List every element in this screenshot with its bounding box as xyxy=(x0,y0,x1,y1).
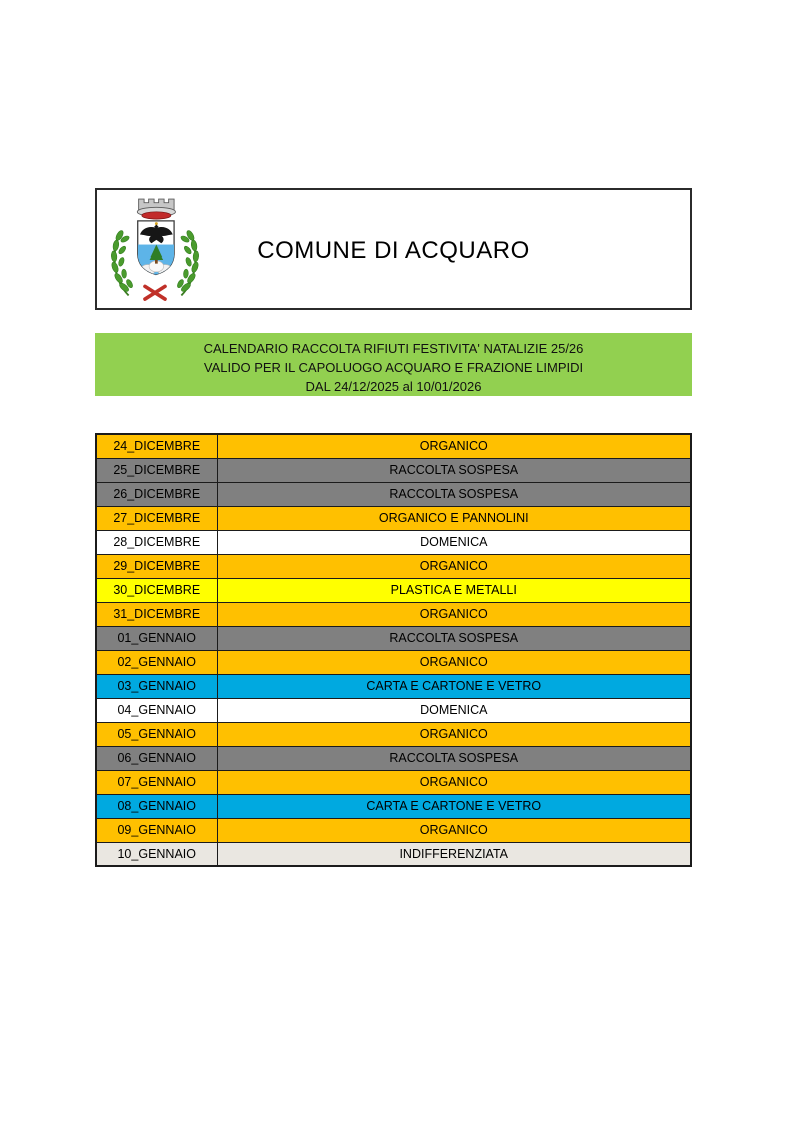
service-cell: INDIFFERENZIATA xyxy=(217,842,691,866)
date-cell: 02_GENNAIO xyxy=(96,650,217,674)
service-cell: DOMENICA xyxy=(217,530,691,554)
service-cell: ORGANICO E PANNOLINI xyxy=(217,506,691,530)
service-cell: RACCOLTA SOSPESA xyxy=(217,458,691,482)
table-row xyxy=(96,626,691,650)
table-row xyxy=(96,434,691,458)
service-cell: ORGANICO xyxy=(217,602,691,626)
calendar-banner xyxy=(95,333,692,396)
date-cell: 27_DICEMBRE xyxy=(96,506,217,530)
table-row xyxy=(96,578,691,602)
service-cell: ORGANICO xyxy=(217,650,691,674)
service-cell: RACCOLTA SOSPESA xyxy=(217,746,691,770)
service-cell: PLASTICA E METALLI xyxy=(217,578,691,602)
date-cell: 24_DICEMBRE xyxy=(96,434,217,458)
table-row xyxy=(96,674,691,698)
date-cell: 30_DICEMBRE xyxy=(96,578,217,602)
table-row xyxy=(96,722,691,746)
banner-line-validity: VALIDO PER IL CAPOLUOGO ACQUARO E FRAZIONE LIMPIDI xyxy=(203,360,584,375)
service-cell: ORGANICO xyxy=(217,770,691,794)
table-row xyxy=(96,650,691,674)
date-cell: 06_GENNAIO xyxy=(96,746,217,770)
date-cell: 07_GENNAIO xyxy=(96,770,217,794)
table-row xyxy=(96,554,691,578)
service-cell: CARTA E CARTONE E VETRO xyxy=(217,794,691,818)
date-cell: 03_GENNAIO xyxy=(96,674,217,698)
table-row xyxy=(96,818,691,842)
service-cell: RACCOLTA SOSPESA xyxy=(217,482,691,506)
service-cell: ORGANICO xyxy=(217,554,691,578)
date-cell: 09_GENNAIO xyxy=(96,818,217,842)
date-cell: 28_DICEMBRE xyxy=(96,530,217,554)
page-title: COMUNE DI ACQUARO xyxy=(257,237,530,264)
service-cell: RACCOLTA SOSPESA xyxy=(217,626,691,650)
table-row xyxy=(96,458,691,482)
table-row xyxy=(96,746,691,770)
date-cell: 01_GENNAIO xyxy=(96,626,217,650)
table-row xyxy=(96,482,691,506)
date-cell: 31_DICEMBRE xyxy=(96,602,217,626)
table-row xyxy=(96,530,691,554)
calendar-table-body xyxy=(96,434,691,866)
service-cell: CARTA E CARTONE E VETRO xyxy=(217,674,691,698)
date-cell: 10_GENNAIO xyxy=(96,842,217,866)
ribbon xyxy=(145,286,165,299)
table-row xyxy=(96,842,691,866)
date-cell: 04_GENNAIO xyxy=(96,698,217,722)
table-row xyxy=(96,794,691,818)
service-cell: ORGANICO xyxy=(217,818,691,842)
table-row xyxy=(96,770,691,794)
banner-line-title: CALENDARIO RACCOLTA RIFIUTI FESTIVITA' NATALIZIE 25/26 xyxy=(203,341,584,356)
banner-line-dates: DAL 24/12/2025 al 10/01/2026 xyxy=(305,379,482,394)
table-row xyxy=(96,602,691,626)
date-cell: 26_DICEMBRE xyxy=(96,482,217,506)
service-cell: DOMENICA xyxy=(217,698,691,722)
crown xyxy=(137,199,175,219)
date-cell: 08_GENNAIO xyxy=(96,794,217,818)
date-cell: 05_GENNAIO xyxy=(96,722,217,746)
service-cell: ORGANICO xyxy=(217,434,691,458)
header-box xyxy=(95,188,692,310)
table-row xyxy=(96,698,691,722)
table-row xyxy=(96,506,691,530)
calendar-table xyxy=(95,433,692,867)
date-cell: 29_DICEMBRE xyxy=(96,554,217,578)
service-cell: ORGANICO xyxy=(217,722,691,746)
date-cell: 25_DICEMBRE xyxy=(96,458,217,482)
